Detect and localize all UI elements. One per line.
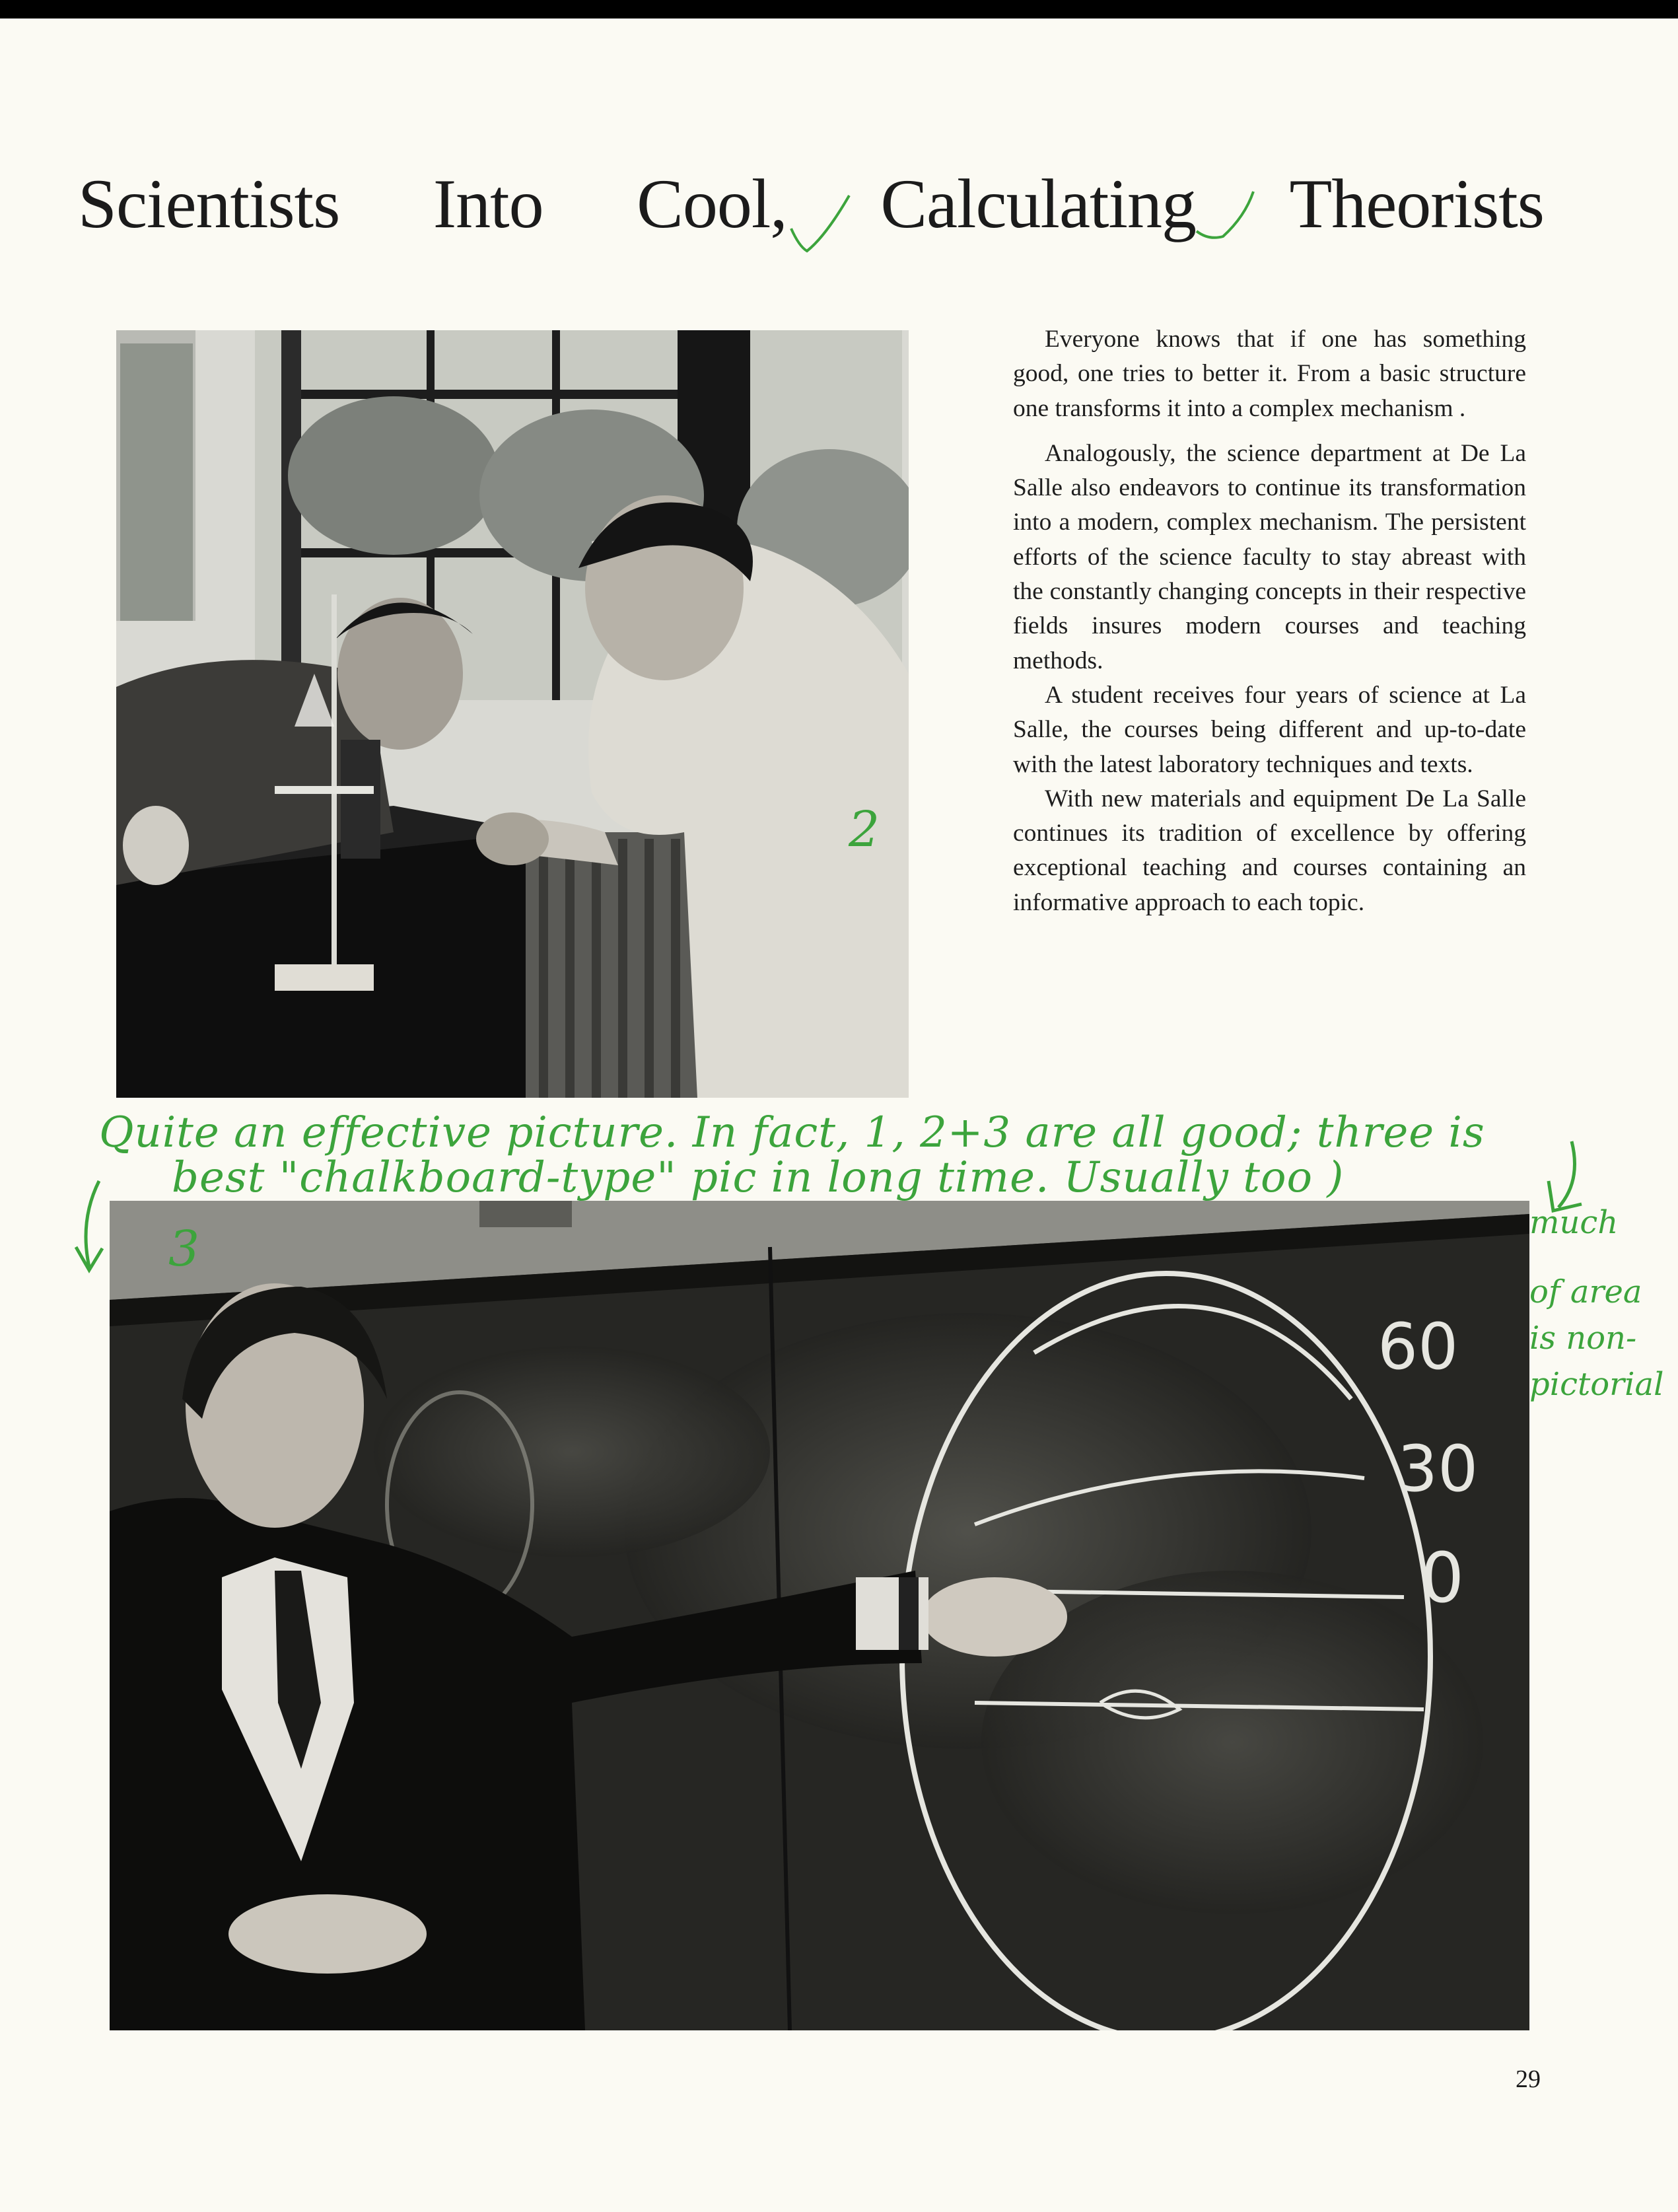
title-word: Calculating [880, 165, 1196, 242]
handwritten-note-line2: best "chalkboard-type" pic in long time. Usually too ) [172, 1153, 1345, 1202]
chalk-number: 60 [1378, 1310, 1459, 1384]
chalkboard-photo-illustration [110, 1201, 1529, 2030]
title-word: Into [433, 165, 543, 242]
handwritten-photo-number: 2 [849, 801, 880, 858]
paragraph: Analogously, the science department at De La Salle also endeavors to continue its transformation into a modern, complex mechanism. The persistent efforts of the science faculty to stay abreast with the constantly changing concepts in their respective fields insures modern courses and teaching methods. [1013, 439, 1526, 674]
title-word: Scientists [78, 165, 340, 242]
handwritten-side-note: pictorial [1529, 1366, 1664, 1403]
handwritten-side-note: much [1529, 1204, 1619, 1241]
page-title [78, 164, 1544, 256]
handwritten-side-note: is non- [1529, 1320, 1637, 1357]
handwritten-side-note: of area [1529, 1273, 1642, 1310]
handwritten-note-line1: Quite an effective picture. In fact, 1, 2+3 are all good; three is [99, 1108, 1485, 1157]
paragraph: A student receives four years of science at La Salle, the courses being different and up-to-date with the latest laboratory techniques and texts. [1013, 681, 1526, 778]
chalk-number: 0 [1420, 1538, 1465, 1618]
paragraph: Everyone knows that if one has something good, one tries to better it. From a basic structure one transforms it into a complex mechanism . [1013, 326, 1526, 422]
chalkboard-photo [110, 1201, 1529, 2030]
lab-photo [116, 330, 909, 1098]
yearbook-page [0, 18, 1678, 2212]
article-text [1013, 322, 1526, 920]
chalk-number: 30 [1397, 1432, 1479, 1506]
title-word: Cool, [637, 165, 787, 242]
page-number: 29 [1516, 2065, 1541, 2093]
handwritten-photo-number: 3 [168, 1221, 200, 1277]
lab-photo-illustration [116, 330, 909, 1098]
paragraph: With new materials and equipment De La Salle continues its tradition of excellence by offering exceptional teaching and courses containing an informative approach to each topic. [1013, 785, 1526, 916]
title-word: Theorists [1289, 165, 1544, 242]
